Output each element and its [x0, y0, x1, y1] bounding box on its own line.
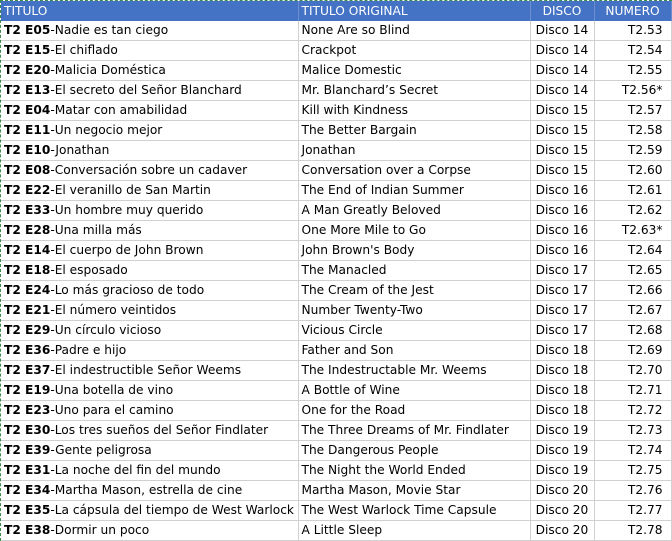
- cell-numero[interactable]: T2.54: [594, 41, 671, 61]
- cell-numero[interactable]: T2.60: [594, 161, 671, 181]
- cell-titulo[interactable]: [1, 141, 298, 161]
- cell-numero[interactable]: T2.57: [594, 101, 671, 121]
- cell-titulo-original[interactable]: A Little Sleep: [298, 521, 530, 541]
- cell-titulo-original[interactable]: Conversation over a Corpse: [298, 161, 530, 181]
- cell-numero[interactable]: T2.65: [594, 261, 671, 281]
- cell-numero[interactable]: T2.76: [594, 481, 671, 501]
- cell-numero[interactable]: T2.53: [594, 21, 671, 41]
- table-row: [1, 81, 671, 101]
- cell-titulo[interactable]: [1, 21, 298, 41]
- cell-disco[interactable]: Disco 16: [530, 201, 594, 221]
- cell-titulo[interactable]: [1, 481, 298, 501]
- cell-titulo-original[interactable]: John Brown's Body: [298, 241, 530, 261]
- cell-titulo[interactable]: [1, 441, 298, 461]
- episode-title: -Un negocio mejor: [50, 123, 163, 137]
- cell-disco[interactable]: Disco 19: [530, 461, 594, 481]
- cell-titulo[interactable]: [1, 241, 298, 261]
- episode-code: T2 E24: [4, 283, 51, 297]
- cell-titulo-original[interactable]: The Indestructable Mr. Weems: [298, 361, 530, 381]
- episode-code: T2 E19: [4, 383, 51, 397]
- episode-title: -Un círculo vicioso: [50, 323, 162, 337]
- cell-numero[interactable]: T2.67: [594, 301, 671, 321]
- episode-title: -Lo más gracioso de todo: [50, 283, 205, 297]
- episode-title: -Matar con amabilidad: [50, 103, 188, 117]
- cell-titulo-original[interactable]: None Are so Blind: [298, 21, 530, 41]
- episode-code: T2 E10: [4, 143, 51, 157]
- episode-title: -Una botella de vino: [50, 383, 174, 397]
- cell-titulo[interactable]: [1, 81, 298, 101]
- cell-titulo[interactable]: [1, 161, 298, 181]
- cell-titulo[interactable]: [1, 101, 298, 121]
- cell-disco[interactable]: Disco 19: [530, 441, 594, 461]
- header-titulo[interactable]: TITULO: [1, 1, 298, 21]
- cell-disco[interactable]: Disco 20: [530, 501, 594, 521]
- cell-titulo-original[interactable]: A Man Greatly Beloved: [298, 201, 530, 221]
- cell-numero[interactable]: T2.78: [594, 521, 671, 541]
- cell-disco[interactable]: Disco 16: [530, 181, 594, 201]
- cell-titulo[interactable]: [1, 321, 298, 341]
- episode-code: T2 E22: [4, 183, 51, 197]
- episode-code: T2 E35: [4, 503, 51, 517]
- table-row: [1, 161, 671, 181]
- episode-title: -Dormir un poco: [50, 523, 150, 537]
- cell-disco[interactable]: Disco 17: [530, 301, 594, 321]
- episode-title: -Jonathan: [50, 143, 110, 157]
- cell-numero[interactable]: T2.55: [594, 61, 671, 81]
- table-row: [1, 21, 671, 41]
- table-row: [1, 441, 671, 461]
- cell-titulo[interactable]: [1, 301, 298, 321]
- cell-titulo-original[interactable]: The West Warlock Time Capsule: [298, 501, 530, 521]
- cell-numero[interactable]: T2.74: [594, 441, 671, 461]
- episode-title: -El indestructible Señor Weems: [50, 363, 242, 377]
- table-row: [1, 261, 671, 281]
- cell-disco[interactable]: Disco 17: [530, 321, 594, 341]
- table-row: [1, 381, 671, 401]
- cell-numero[interactable]: T2.64: [594, 241, 671, 261]
- episode-title: -La cápsula del tiempo de West Warlock: [50, 503, 294, 517]
- cell-titulo-original[interactable]: Kill with Kindness: [298, 101, 530, 121]
- cell-titulo-original[interactable]: The Three Dreams of Mr. Findlater: [298, 421, 530, 441]
- cell-titulo-original[interactable]: The Night the World Ended: [298, 461, 530, 481]
- cell-disco[interactable]: Disco 16: [530, 241, 594, 261]
- cell-titulo-original[interactable]: The Manacled: [298, 261, 530, 281]
- episode-title: -Una milla más: [50, 223, 142, 237]
- cell-titulo[interactable]: [1, 121, 298, 141]
- table-row: [1, 341, 671, 361]
- cell-titulo[interactable]: [1, 381, 298, 401]
- header-disco[interactable]: DISCO: [530, 1, 594, 21]
- cell-disco[interactable]: Disco 15: [530, 141, 594, 161]
- episode-title: -Malicia Doméstica: [50, 63, 166, 77]
- cell-disco[interactable]: Disco 16: [530, 221, 594, 241]
- cell-disco[interactable]: Disco 20: [530, 481, 594, 501]
- cell-disco[interactable]: Disco 14: [530, 81, 594, 101]
- cell-titulo-original[interactable]: Martha Mason, Movie Star: [298, 481, 530, 501]
- cell-titulo-original[interactable]: Jonathan: [298, 141, 530, 161]
- episode-title: -Un hombre muy querido: [50, 203, 204, 217]
- cell-numero[interactable]: T2.66: [594, 281, 671, 301]
- episode-code: T2 E15: [4, 43, 51, 57]
- table-row: [1, 321, 671, 341]
- cell-disco[interactable]: Disco 15: [530, 101, 594, 121]
- episode-title: -Los tres sueños del Señor Findlater: [50, 423, 269, 437]
- cell-disco[interactable]: Disco 18: [530, 341, 594, 361]
- header-numero[interactable]: NUMERO: [594, 1, 671, 21]
- cell-numero[interactable]: T2.61: [594, 181, 671, 201]
- episode-code: T2 E04: [4, 103, 51, 117]
- episode-code: T2 E38: [4, 523, 51, 537]
- table-row: [1, 121, 671, 141]
- cell-disco[interactable]: Disco 20: [530, 521, 594, 541]
- cell-titulo-original[interactable]: One for the Road: [298, 401, 530, 421]
- episode-title: -El esposado: [50, 263, 128, 277]
- cell-numero[interactable]: T2.68: [594, 321, 671, 341]
- cell-titulo[interactable]: [1, 261, 298, 281]
- cell-disco[interactable]: Disco 15: [530, 121, 594, 141]
- cell-titulo[interactable]: [1, 501, 298, 521]
- episode-code: T2 E14: [4, 243, 51, 257]
- episode-code: T2 E37: [4, 363, 51, 377]
- episode-code: T2 E29: [4, 323, 51, 337]
- cell-numero[interactable]: T2.69: [594, 341, 671, 361]
- cell-disco[interactable]: Disco 14: [530, 41, 594, 61]
- episode-title: -La noche del fin del mundo: [50, 463, 221, 477]
- cell-numero[interactable]: T2.56*: [594, 81, 671, 101]
- cell-titulo[interactable]: [1, 201, 298, 221]
- episode-code: T2 E23: [4, 403, 51, 417]
- cell-numero[interactable]: T2.63*: [594, 221, 671, 241]
- cell-numero[interactable]: T2.59: [594, 141, 671, 161]
- cell-numero[interactable]: T2.73: [594, 421, 671, 441]
- table-row: [1, 41, 671, 61]
- cell-numero[interactable]: T2.72: [594, 401, 671, 421]
- cell-titulo-original[interactable]: Vicious Circle: [298, 321, 530, 341]
- cell-titulo-original[interactable]: Mr. Blanchard’s Secret: [298, 81, 530, 101]
- cell-titulo[interactable]: [1, 221, 298, 241]
- table-row: [1, 61, 671, 81]
- table-row: [1, 281, 671, 301]
- cell-disco[interactable]: Disco 15: [530, 161, 594, 181]
- cell-titulo[interactable]: [1, 461, 298, 481]
- episode-code: T2 E30: [4, 423, 51, 437]
- cell-disco[interactable]: Disco 18: [530, 361, 594, 381]
- cell-disco[interactable]: Disco 17: [530, 281, 594, 301]
- table-row: [1, 481, 671, 501]
- table-row: [1, 241, 671, 261]
- cell-disco[interactable]: Disco 14: [530, 61, 594, 81]
- cell-titulo[interactable]: [1, 401, 298, 421]
- table-row: [1, 201, 671, 221]
- table-row: [1, 101, 671, 121]
- episode-title: -El secreto del Señor Blanchard: [50, 83, 242, 97]
- cell-titulo[interactable]: [1, 361, 298, 381]
- table-row: [1, 521, 671, 541]
- episode-code: T2 E34: [4, 483, 51, 497]
- cell-numero[interactable]: T2.58: [594, 121, 671, 141]
- cell-titulo[interactable]: [1, 521, 298, 541]
- table-row: [1, 421, 671, 441]
- cell-titulo-original[interactable]: Crackpot: [298, 41, 530, 61]
- cell-numero[interactable]: T2.77: [594, 501, 671, 521]
- cell-titulo-original[interactable]: The Dangerous People: [298, 441, 530, 461]
- cell-disco[interactable]: Disco 17: [530, 261, 594, 281]
- episode-title: -El veranillo de San Martin: [50, 183, 211, 197]
- table-row: [1, 301, 671, 321]
- episode-title: -El cuerpo de John Brown: [50, 243, 204, 257]
- cell-numero[interactable]: T2.75: [594, 461, 671, 481]
- cell-titulo-original[interactable]: The Cream of the Jest: [298, 281, 530, 301]
- table-row: [1, 181, 671, 201]
- cell-numero[interactable]: T2.62: [594, 201, 671, 221]
- cell-numero[interactable]: T2.70: [594, 361, 671, 381]
- table-row: [1, 461, 671, 481]
- header-titulo-original[interactable]: TITULO ORIGINAL: [298, 1, 530, 21]
- episode-code: T2 E11: [4, 123, 51, 137]
- episode-title: -Nadie es tan ciego: [50, 23, 169, 37]
- table-row: [1, 221, 671, 241]
- header-row: [1, 1, 671, 21]
- episode-title: -El chiflado: [50, 43, 118, 57]
- cell-titulo[interactable]: [1, 61, 298, 81]
- cell-titulo-original[interactable]: The Better Bargain: [298, 121, 530, 141]
- cell-titulo-original[interactable]: Father and Son: [298, 341, 530, 361]
- episode-title: -Gente peligrosa: [50, 443, 152, 457]
- episode-code: T2 E33: [4, 203, 51, 217]
- episode-code: T2 E18: [4, 263, 51, 277]
- table-row: [1, 501, 671, 521]
- episode-code: T2 E31: [4, 463, 51, 477]
- cell-titulo-original[interactable]: Malice Domestic: [298, 61, 530, 81]
- table-row: [1, 361, 671, 381]
- episode-title: -Conversación sobre un cadaver: [50, 163, 248, 177]
- cell-titulo-original[interactable]: A Bottle of Wine: [298, 381, 530, 401]
- cell-disco[interactable]: Disco 18: [530, 401, 594, 421]
- cell-titulo-original[interactable]: Number Twenty-Two: [298, 301, 530, 321]
- episode-code: T2 E13: [4, 83, 51, 97]
- cell-titulo[interactable]: [1, 341, 298, 361]
- cell-numero[interactable]: T2.71: [594, 381, 671, 401]
- table-row: [1, 401, 671, 421]
- episode-title: -Padre e hijo: [50, 343, 127, 357]
- episode-title: -Uno para el camino: [50, 403, 174, 417]
- episode-code: T2 E20: [4, 63, 51, 77]
- episode-code: T2 E28: [4, 223, 51, 237]
- episode-code: T2 E39: [4, 443, 51, 457]
- episode-code: T2 E36: [4, 343, 51, 357]
- episodes-table: [1, 1, 672, 541]
- cell-disco[interactable]: Disco 19: [530, 421, 594, 441]
- episode-title: -Martha Mason, estrella de cine: [50, 483, 243, 497]
- episode-code: T2 E21: [4, 303, 51, 317]
- cell-titulo[interactable]: [1, 181, 298, 201]
- cell-titulo-original[interactable]: The End of Indian Summer: [298, 181, 530, 201]
- cell-disco[interactable]: Disco 18: [530, 381, 594, 401]
- cell-titulo[interactable]: [1, 41, 298, 61]
- cell-titulo-original[interactable]: One More Mile to Go: [298, 221, 530, 241]
- cell-titulo[interactable]: [1, 281, 298, 301]
- cell-disco[interactable]: Disco 14: [530, 21, 594, 41]
- cell-titulo[interactable]: [1, 421, 298, 441]
- episode-code: T2 E05: [4, 23, 51, 37]
- table-row: [1, 141, 671, 161]
- episode-code: T2 E08: [4, 163, 51, 177]
- episode-title: -El número veintidos: [50, 303, 177, 317]
